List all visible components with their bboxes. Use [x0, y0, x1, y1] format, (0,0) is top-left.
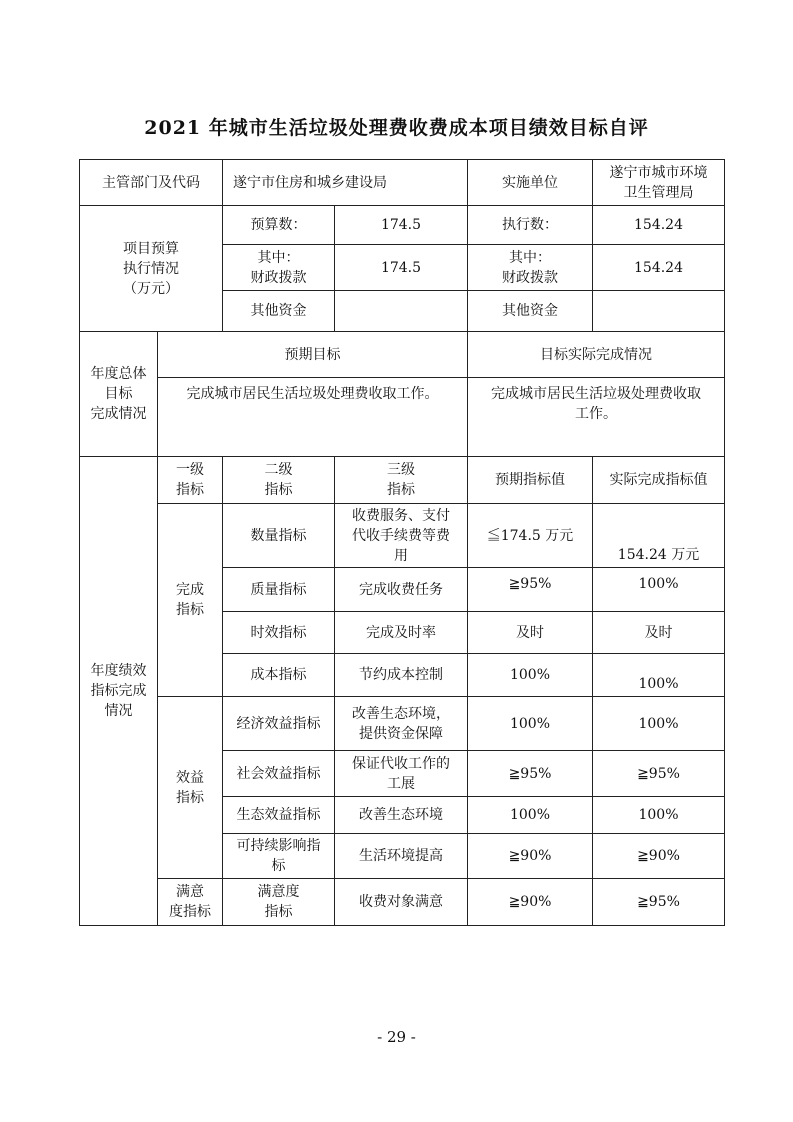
table-row	[80, 697, 725, 751]
header-level1: 一级 指标	[158, 457, 223, 504]
level3-cell: 改善生态环境	[335, 797, 468, 834]
other-funds-label: 其他资金	[223, 291, 335, 332]
impl-value: 遂宁市城市环境 卫生管理局	[593, 160, 725, 206]
indicators-header-row	[80, 457, 725, 504]
fiscal-label-2: 其中： 财政拨款	[468, 245, 593, 291]
actual-cell: 及时	[593, 612, 725, 654]
group-satisfaction-label: 满意 度指标	[158, 879, 223, 926]
actual-cell: ≧90%	[593, 834, 725, 879]
budget-amount-label: 预算数：	[223, 206, 335, 245]
level2-cell: 时效指标	[223, 612, 335, 654]
annual-content-row	[80, 378, 725, 457]
fiscal-budget-value: 174.5	[335, 245, 468, 291]
group-benefit-label: 效益 指标	[158, 697, 223, 879]
level3-cell: 收费服务、支付 代收手续费等费 用	[335, 504, 468, 568]
page-title: 2021 年城市生活垃圾处理费收费成本项目绩效目标自评	[144, 117, 649, 139]
budget-row-1	[80, 206, 725, 245]
actual-cell: 100%	[593, 568, 725, 612]
level2-cell: 成本指标	[223, 654, 335, 697]
level3-cell: 生活环境提高	[335, 834, 468, 879]
table-row	[80, 879, 725, 926]
level2-cell: 社会效益指标	[223, 751, 335, 797]
dept-value: 遂宁市住房和城乡建设局	[223, 160, 468, 206]
actual-cell: 100%	[593, 797, 725, 834]
expected-goal-text: 完成城市居民生活垃圾处理费收取工作。	[158, 378, 468, 457]
actual-goal-text: 完成城市居民生活垃圾处理费收取 工作。	[468, 378, 725, 457]
expected-cell: ≧90%	[468, 834, 593, 879]
level3-cell: 完成及时率	[335, 612, 468, 654]
page-number: - 29 -	[377, 1028, 416, 1046]
level2-cell: 经济效益指标	[223, 697, 335, 751]
level3-cell: 保证代收工作的 工展	[335, 751, 468, 797]
level2-cell: 生态效益指标	[223, 797, 335, 834]
expected-cell: ≦174.5 万元	[468, 504, 593, 568]
level2-cell: 可持续影响指 标	[223, 834, 335, 879]
level3-cell: 完成收费任务	[335, 568, 468, 612]
header-level2: 二级 指标	[223, 457, 335, 504]
expected-cell: 100%	[468, 797, 593, 834]
expected-cell: ≧90%	[468, 879, 593, 926]
budget-label: 项目预算 执行情况 （万元）	[80, 206, 223, 332]
level3-cell: 收费对象满意	[335, 879, 468, 926]
expected-cell: 及时	[468, 612, 593, 654]
actual-goal-header: 目标实际完成情况	[468, 332, 725, 378]
expected-cell: ≧95%	[468, 751, 593, 797]
other-funds-label-2: 其他资金	[468, 291, 593, 332]
budget-amount-value: 174.5	[335, 206, 468, 245]
actual-cell: ≧95%	[593, 751, 725, 797]
actual-cell: 100%	[593, 654, 725, 697]
header-actual: 实际完成指标值	[593, 457, 725, 504]
fiscal-label: 其中： 财政拨款	[223, 245, 335, 291]
annual-label: 年度总体 目标 完成情况	[80, 332, 158, 457]
header-level3: 三级 指标	[335, 457, 468, 504]
performance-table	[79, 159, 725, 926]
dept-row	[80, 160, 725, 206]
dept-label: 主管部门及代码	[80, 160, 223, 206]
level2-cell: 质量指标	[223, 568, 335, 612]
expected-cell: 100%	[468, 697, 593, 751]
table-row	[80, 504, 725, 568]
level2-cell: 满意度 指标	[223, 879, 335, 926]
level3-cell: 改善生态环境， 提供资金保障	[335, 697, 468, 751]
actual-cell: 154.24 万元	[593, 504, 725, 568]
header-expected: 预期指标值	[468, 457, 593, 504]
indicators-label: 年度绩效 指标完成 情况	[80, 457, 158, 926]
expected-cell: 100%	[468, 654, 593, 697]
level2-cell: 数量指标	[223, 504, 335, 568]
exec-amount-value: 154.24	[593, 206, 725, 245]
level3-cell: 节约成本控制	[335, 654, 468, 697]
expected-goal-header: 预期目标	[158, 332, 468, 378]
impl-label: 实施单位	[468, 160, 593, 206]
other-funds-budget	[335, 291, 468, 332]
actual-cell: ≧95%	[593, 879, 725, 926]
fiscal-exec-value: 154.24	[593, 245, 725, 291]
actual-cell: 100%	[593, 697, 725, 751]
exec-amount-label: 执行数：	[468, 206, 593, 245]
expected-cell: ≧95%	[468, 568, 593, 612]
other-funds-exec	[593, 291, 725, 332]
group-completion-label: 完成 指标	[158, 504, 223, 697]
annual-header-row	[80, 332, 725, 378]
